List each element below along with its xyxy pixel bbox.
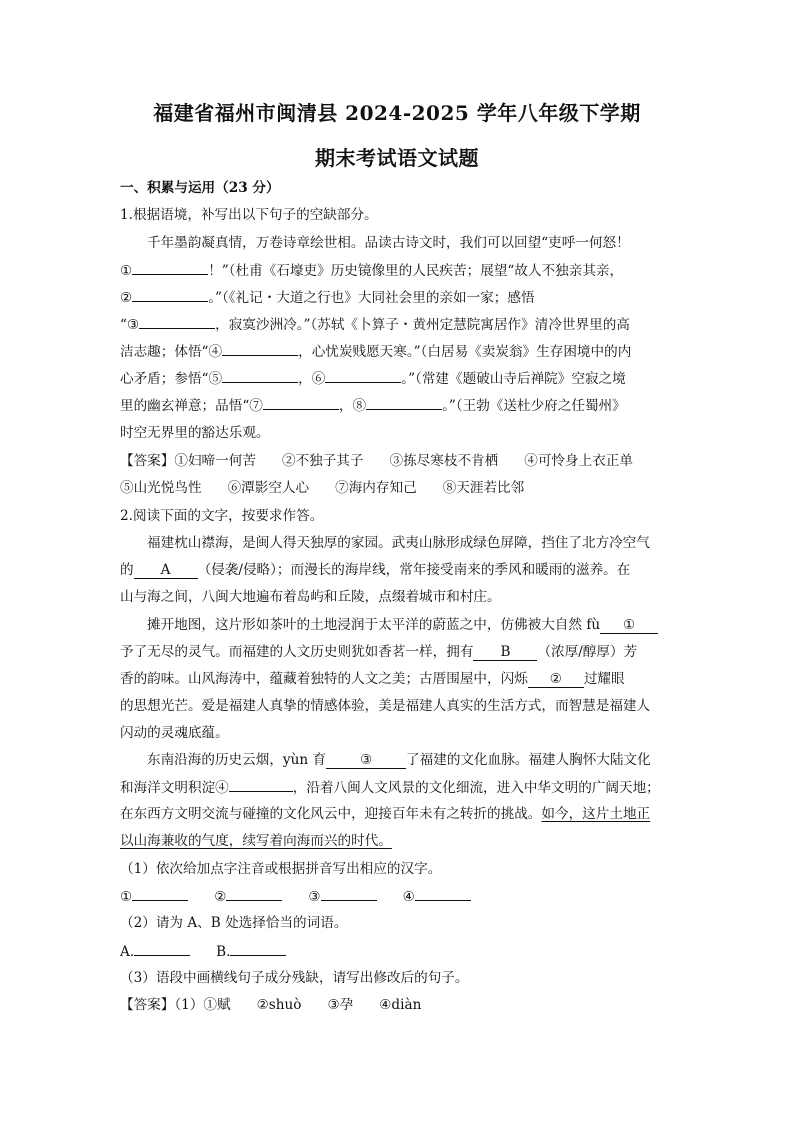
text-segment: 过耀眼 [583,671,625,687]
blank-number: ① [120,263,133,279]
answer-item: ④可怜身上衣正单 [524,453,633,469]
blank-label: ② [214,889,227,905]
text-segment: ，⑧ [338,398,367,414]
q2-sub2-blanks [120,941,286,962]
blank-label: A. [120,944,135,960]
q1-text-line [120,287,535,308]
answer-tag: 【答案】 [120,997,175,1013]
underlined-sentence: 以山海兼收的气度，续写着向海而兴的时代。 [120,833,392,849]
answer-blank[interactable] [226,886,282,901]
answer-prefix: （1） [174,997,204,1013]
answer-blank[interactable] [139,314,215,329]
text-segment: 摊开地图，这片形如茶叶的土地浸润于太平洋的蔚蓝之中，仿佛被大自然 fù [147,617,601,633]
q2-passage-line [120,831,392,851]
answer-blank[interactable] [222,341,298,356]
answer-blank[interactable] [134,941,190,956]
answer-item: ③拣尽寒枝不肯栖 [389,453,499,469]
text-segment: ，寂寞沙洲冷。”（苏轼《卜算子・黄州定慧院寓居作》清冷世界里的高 [215,317,630,333]
q2-passage-line [120,642,637,662]
answer-blank[interactable] [230,941,286,956]
blank-number: “③ [120,317,140,333]
q2-passage-line [120,560,630,580]
answer-item: ③孕 [327,997,354,1013]
blank-label: ③ [308,889,321,905]
q2-prompt: 2.阅读下面的文字，按要求作答。 [120,508,324,524]
answer-blank[interactable] [222,368,298,383]
blank-a[interactable]: A [134,562,198,579]
text-segment: ！”（杜甫《石壕吏》历史镜像里的人民疾苦；展望“故人不独亲其亲， [208,263,624,279]
answer-blank[interactable] [132,260,208,275]
q2-passage-line [147,750,651,770]
q1-text-line [120,368,626,389]
blank-4[interactable] [229,777,293,792]
answer-blank[interactable] [321,886,377,901]
q2-sub3: （3）语段中画横线句子成分残缺，请写出修改后的句子。 [120,970,469,986]
q1-text-line: 时空无界里的豁达乐观。 [120,425,270,441]
q2-passage-line: 福建枕山襟海，是闽人得天独厚的家园。武夷山脉形成绿色屏障，挡住了北方冷空气 [147,535,650,551]
answer-blank[interactable] [132,287,208,302]
answer-item: ①赋 [203,997,231,1013]
answer-item: ①妇啼一何苦 [174,453,256,469]
q1-text-line: 千年墨韵凝真情，万卷诗章绘世相。品读古诗文时，我们可以回望“吏呼一何怒！ [147,235,630,251]
blank-label: ① [120,889,133,905]
section-heading: 一、积累与运用（23 分） [120,180,280,196]
answer-blank[interactable] [325,368,401,383]
blank-label: ④ [402,889,415,905]
blank-label: B. [216,944,231,960]
q2-sub1: （1）依次给加点字注音或根据拼音写出相应的汉字。 [120,861,442,877]
q1-text-line [120,314,630,335]
answer-blank[interactable] [366,395,442,410]
text-segment: 里的幽玄禅意；品悟“⑦ [120,398,263,414]
q1-text-line [120,341,631,362]
text-segment: 洁志趣；体悟“④ [120,344,223,360]
answer-item: ②不独子其子 [281,453,364,469]
text-segment: ，心忧炭贱愿天寒。”（白居易《卖炭翁》生存困境中的内 [298,344,632,360]
q1-answer [120,478,524,498]
answer-blank[interactable] [132,886,188,901]
underlined-sentence: 如今，这片土地正 [541,806,651,822]
answer-item: ②shuò [256,997,302,1013]
q1-text-line [120,395,626,416]
q2-sub2: （2）请为 A、B 处选择恰当的词语。 [120,915,348,931]
q1-answer [120,451,633,471]
page-title-line2: 期末考试语文试题 [315,146,479,170]
q2-passage-line: 的思想光芒。爱是福建人真挚的情感体验，美是福建人真实的生活方式，而智慧是福建人 [120,698,651,714]
text-segment: 东南沿海的历史云烟，yùn 育 [147,752,327,768]
text-segment: 香的韵味。山风海涛中，蕴藏着独特的人文之美；古厝围屋中，闪烁 [120,671,528,687]
answer-item: ⑥潭影空人心 [227,480,310,496]
text-segment: 在东西方文明交流与碰撞的文化风云中，迎接百年未有之转折的挑战。 [120,806,542,822]
q2-passage-line: 山与海之间，八闽大地遍布着岛屿和丘陵，点缀着城市和村庄。 [120,589,501,605]
blank-b[interactable]: B [473,644,537,661]
text-segment: 心矛盾；参悟“⑤ [120,371,223,387]
q2-passage-line [120,669,625,689]
blank-3[interactable]: ③ [326,752,406,769]
text-segment: 和海洋文明积淀④ [120,780,229,796]
q2-passage-line [120,804,650,824]
text-segment: 。”（常建《题破山寺后禅院》空寂之境 [401,371,626,387]
answer-blank[interactable] [415,886,471,901]
page-title-line1: 福建省福州市闽清县 2024-2025 学年八年级下学期 [153,101,641,125]
answer-item: ④diàn [379,997,422,1013]
answer-item: ⑧天涯若比邻 [442,480,525,496]
text-segment: 了福建的文化血脉。福建人胸怀大陆文化 [406,752,651,768]
blank-number: ② [120,290,133,306]
q2-answer [120,995,421,1015]
q2-passage-line: 闪动的灵魂底蕴。 [120,725,229,741]
answer-blank[interactable] [263,395,339,410]
text-segment: 予了无尽的灵气。而福建的人文历史则犹如香茗一样，拥有 [120,644,474,660]
q2-sub1-blanks [120,886,471,907]
q1-text-line [120,260,623,281]
q2-passage-line [120,777,660,798]
text-segment: 的 [120,562,134,578]
answer-tag: 【答案】 [120,453,175,469]
text-segment: ，沿着八闽人文风景的文化细流，进入中华文明的广阔天地； [292,780,660,796]
blank-2[interactable]: ② [528,671,584,688]
answer-item: ⑦海内存知己 [335,480,417,496]
q1-prompt: 1.根据语境，补写出以下句子的空缺部分。 [120,207,378,223]
text-segment: 。”（王勃《送杜少府之任蜀州》 [442,398,626,414]
q2-passage-line [147,615,658,635]
text-segment: ，⑥ [298,371,326,387]
blank-1[interactable]: ① [600,617,658,634]
text-segment: （侵袭/侵略）；而漫长的海岸线，常年接受南来的季风和暖雨的滋养。在 [197,562,631,578]
text-segment: （浓厚/醇厚）芳 [537,644,638,660]
text-segment: 。”（《礼记・大道之行也》大同社会里的亲如一家；感悟 [208,290,535,306]
answer-item: ⑤山光悦鸟性 [120,480,202,496]
